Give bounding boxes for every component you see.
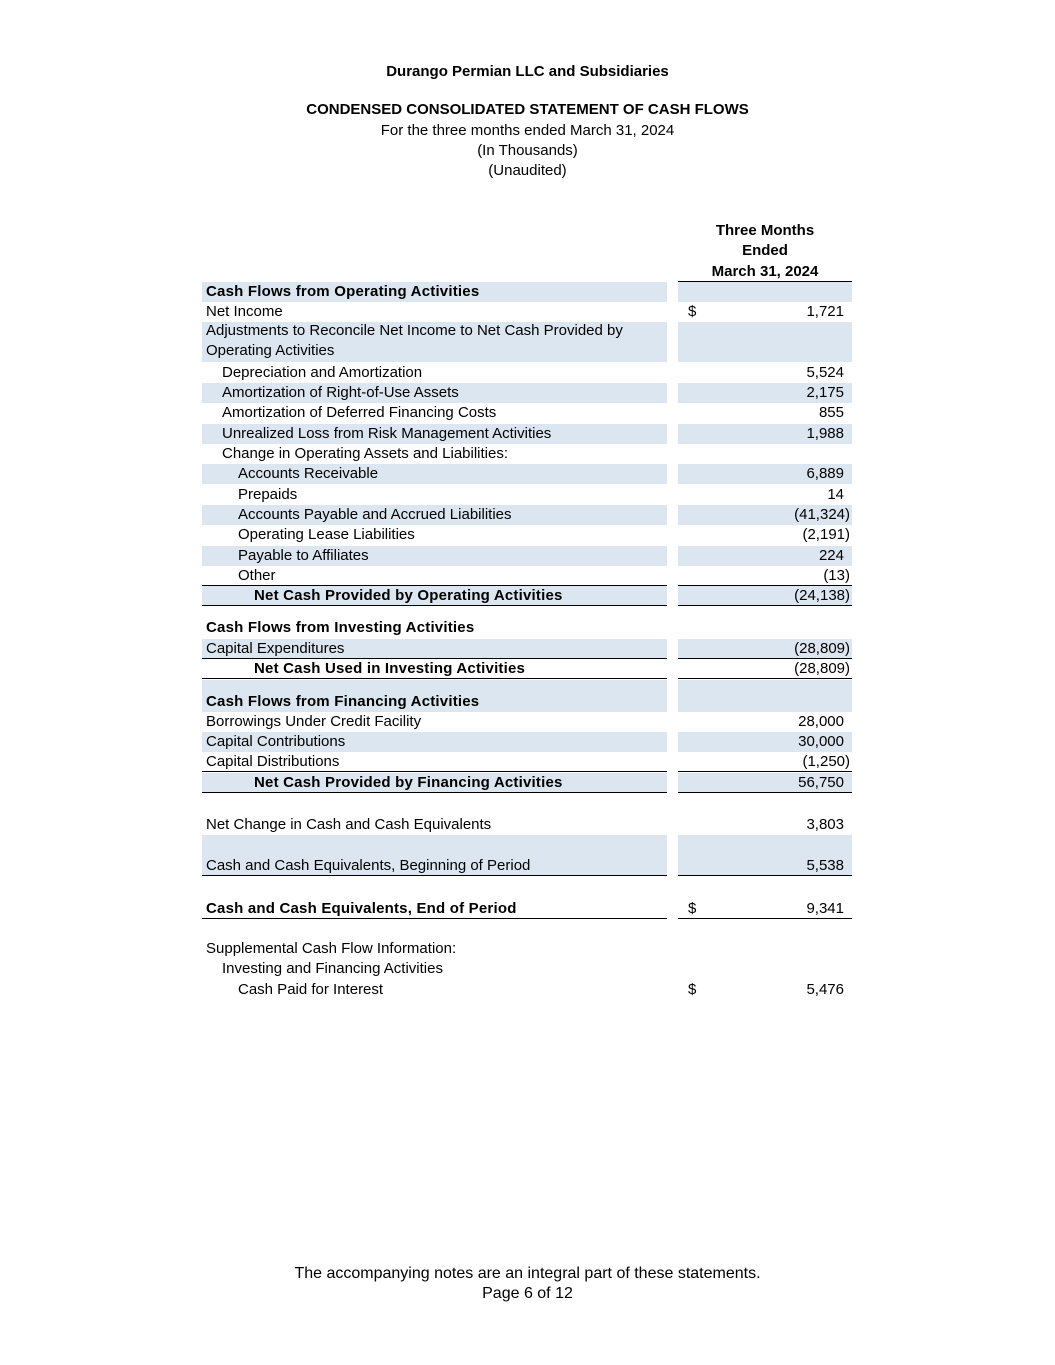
- column-header-line2: Ended: [742, 242, 788, 259]
- table-row: [202, 525, 852, 545]
- row-label: Other: [238, 567, 276, 584]
- row-label: Net Cash Provided by Financing Activities: [254, 774, 563, 791]
- table-row: [202, 980, 852, 1000]
- row-value: (41,324): [794, 506, 850, 523]
- row-value: 5,524: [806, 364, 844, 381]
- row-label: Cash Paid for Interest: [238, 981, 384, 998]
- row-label: Borrowings Under Credit Facility: [206, 713, 422, 730]
- table-row: [202, 732, 852, 752]
- table-row: [202, 752, 852, 772]
- subtotal-rule: [202, 678, 667, 679]
- section-label: Cash Flows from Financing Activities: [206, 693, 480, 710]
- row-label: Accounts Payable and Accrued Liabilities: [238, 506, 512, 523]
- audit-status: (Unaudited): [488, 162, 567, 179]
- row-label: Operating Lease Liabilities: [238, 526, 415, 543]
- table-row: [202, 403, 852, 423]
- statement-units: (In Thousands): [477, 142, 578, 159]
- row-value: 30,000: [798, 733, 844, 750]
- table-row: [202, 383, 852, 403]
- row-value: 28,000: [798, 713, 844, 730]
- row-label: Change in Operating Assets and Liabilities:: [222, 445, 509, 462]
- row-value: (28,809): [794, 640, 850, 657]
- row-value: (2,191): [802, 526, 850, 543]
- row-label: Cash and Cash Equivalents, End of Period: [206, 900, 517, 917]
- row-value: 224: [818, 547, 844, 564]
- footer-note: The accompanying notes are an integral part of these statements.: [294, 1265, 761, 1282]
- table-row: [202, 546, 852, 566]
- column-header-line1: Three Months: [715, 222, 815, 239]
- table-row: [202, 566, 852, 586]
- section-label: Cash Flows from Investing Activities: [206, 619, 475, 636]
- row-label: Supplemental Cash Flow Information:: [206, 940, 457, 957]
- row-label: Adjustments to Reconcile Net Income to Net Cash Provided by Operating Activities: [206, 322, 623, 359]
- table-row: [202, 424, 852, 444]
- subtotal-rule: [678, 678, 852, 679]
- section-header-investing: [202, 618, 852, 638]
- row-value: 3,803: [806, 816, 844, 833]
- row-label: Investing and Financing Activities: [222, 960, 443, 977]
- table-row: [202, 485, 852, 505]
- row-value: 5,538: [806, 857, 844, 874]
- currency-symbol: $: [688, 900, 697, 917]
- table-row: [202, 835, 852, 876]
- row-value: 14: [827, 486, 844, 503]
- company-name: Durango Permian LLC and Subsidiaries: [386, 63, 669, 80]
- table-row: [202, 959, 852, 979]
- statement-period: For the three months ended March 31, 2024: [380, 122, 675, 139]
- column-header-line3: March 31, 2024: [711, 263, 819, 280]
- row-label: Capital Contributions: [206, 733, 346, 750]
- currency-symbol: $: [688, 303, 697, 320]
- row-value: 9,341: [806, 900, 844, 917]
- subtotal-row: [202, 586, 852, 606]
- table-row: [202, 505, 852, 525]
- table-row: [202, 639, 852, 659]
- total-row: [202, 876, 852, 919]
- row-label: Amortization of Right-of-Use Assets: [222, 384, 459, 401]
- subtotal-row: [202, 773, 852, 793]
- row-label: Accounts Receivable: [238, 465, 379, 482]
- row-value: (24,138): [794, 587, 850, 604]
- section-label: Cash Flows from Operating Activities: [206, 283, 480, 300]
- total-rule: [678, 918, 852, 919]
- row-label: Depreciation and Amortization: [222, 364, 423, 381]
- row-label: Unrealized Loss from Risk Management Activities: [222, 425, 552, 442]
- table-row: [202, 793, 852, 835]
- row-value: 5,476: [806, 981, 844, 998]
- table-row: [202, 939, 852, 959]
- row-label: Net Income: [206, 303, 283, 320]
- table-row: [202, 464, 852, 484]
- row-label: Capital Distributions: [206, 753, 340, 770]
- subtotal-rule: [202, 605, 667, 606]
- table-row: [202, 363, 852, 383]
- row-label: Prepaids: [238, 486, 298, 503]
- row-value: 855: [818, 404, 844, 421]
- subtotal-rule: [678, 771, 852, 772]
- section-header-financing: [202, 680, 852, 712]
- row-value: 1,988: [806, 425, 844, 442]
- row-value: (28,809): [794, 660, 850, 677]
- currency-symbol: $: [688, 981, 697, 998]
- row-value: 2,175: [806, 384, 844, 401]
- table-row: [202, 322, 852, 362]
- row-value: (13): [823, 567, 850, 584]
- table-row: [202, 712, 852, 732]
- row-value: 56,750: [798, 774, 844, 791]
- table-row: [202, 302, 852, 322]
- subtotal-row: [202, 659, 852, 679]
- row-label: Net Change in Cash and Cash Equivalents: [206, 816, 492, 833]
- total-rule: [202, 918, 667, 919]
- row-value: 6,889: [806, 465, 844, 482]
- subtotal-rule: [202, 771, 667, 772]
- row-label: Capital Expenditures: [206, 640, 345, 657]
- row-value: (1,250): [802, 753, 850, 770]
- statement-title: CONDENSED CONSOLIDATED STATEMENT OF CASH FLOWS: [306, 101, 749, 118]
- row-label: Net Cash Used in Investing Activities: [254, 660, 526, 677]
- table-row: [202, 444, 852, 464]
- page-number: Page 6 of 12: [482, 1285, 573, 1302]
- row-label: Cash and Cash Equivalents, Beginning of Period: [206, 857, 531, 874]
- row-label: Payable to Affiliates: [238, 547, 369, 564]
- row-label: Net Cash Provided by Operating Activities: [254, 587, 563, 604]
- row-value: 1,721: [806, 303, 844, 320]
- subtotal-rule: [678, 605, 852, 606]
- section-header-operating: [202, 282, 852, 302]
- row-label: Amortization of Deferred Financing Costs: [222, 404, 497, 421]
